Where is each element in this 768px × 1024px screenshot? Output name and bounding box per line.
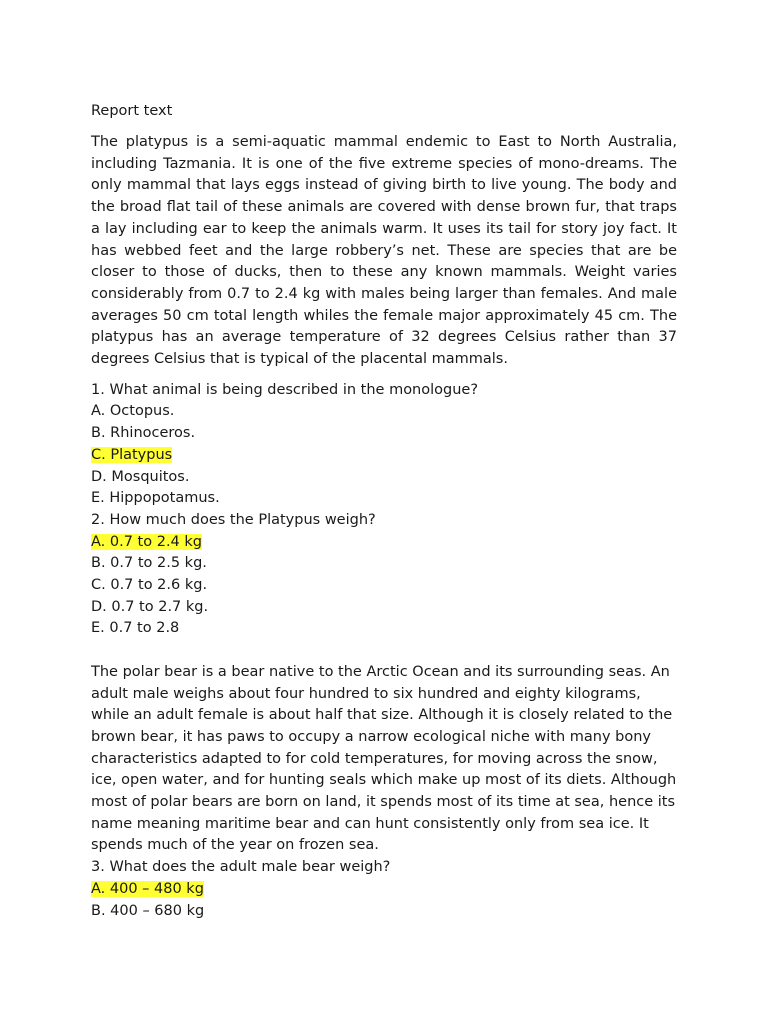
question-1-text: 1. What animal is being described in the monologue? <box>91 381 479 398</box>
question-2-option-e: E. 0.7 to 2.8 <box>91 620 180 637</box>
question-1-option-a: A. Octopus. <box>91 403 175 420</box>
question-2-text: 2. How much does the Platypus weigh? <box>91 511 376 528</box>
question-1-option-d: D. Mosquitos. <box>91 468 190 485</box>
question-3-block <box>91 857 677 922</box>
document-title: Report text <box>91 103 173 119</box>
question-3-option-a-highlighted: A. 400 – 480 kg <box>91 880 204 897</box>
question-2-option-c: C. 0.7 to 2.6 kg. <box>91 577 208 594</box>
blank-line <box>91 640 677 662</box>
question-2-block <box>91 510 677 640</box>
polar-bear-paragraph: The polar bear is a bear native to the Arctic Ocean and its surrounding seas. An adult male weighs about four hundred to six hundred and eighty kilograms, while an adult female is about half that size. Although it is closely related to the brown bear, it has paws to occupy a narrow ecological niche with many bony characteristics adapted to for cold temperatures, for moving across the snow, ice, open water, and for hunting seals which make up most of its diets. Although most of polar bears are born on land, it spends most of its time at sea, hence its name meaning maritime bear and can hunt consistently only from sea ice. It spends much of the year on frozen sea. <box>91 663 677 854</box>
question-2-option-d: D. 0.7 to 2.7 kg. <box>91 598 209 615</box>
question-1-option-b: B. Rhinoceros. <box>91 425 196 442</box>
question-1-option-e: E. Hippopotamus. <box>91 490 220 507</box>
question-2-option-a-highlighted: A. 0.7 to 2.4 kg <box>91 533 202 550</box>
platypus-paragraph: The platypus is a semi-aquatic mammal endemic to East to North Australia, including Tazmania. It is one of the five extreme species of mono-dreams. The only mammal that lays eggs instead of giving birth to live young. The body and the broad flat tail of these animals are covered with dense brown fur, that traps a lay including ear to keep the animals warm. It uses its tail for story joy fact. It has webbed feet and the large robbery’s net. These are species that are be closer to those of ducks, then to these any known mammals. Weight varies considerably from 0.7 to 2.4 kg with males being larger than females. And male averages 50 cm total length whiles the female major approximately 45 cm. The platypus has an average temperature of 32 degrees Celsius rather than 37 degrees Celsius that is typical of the placental mammals. <box>91 134 677 368</box>
question-2-option-b: B. 0.7 to 2.5 kg. <box>91 555 207 572</box>
question-3-text: 3. What does the adult male bear weigh? <box>91 859 391 876</box>
question-1-block <box>91 380 677 510</box>
question-3-option-b: B. 400 – 680 kg <box>91 902 205 919</box>
question-1-option-c-highlighted: C. Platypus <box>91 446 173 463</box>
